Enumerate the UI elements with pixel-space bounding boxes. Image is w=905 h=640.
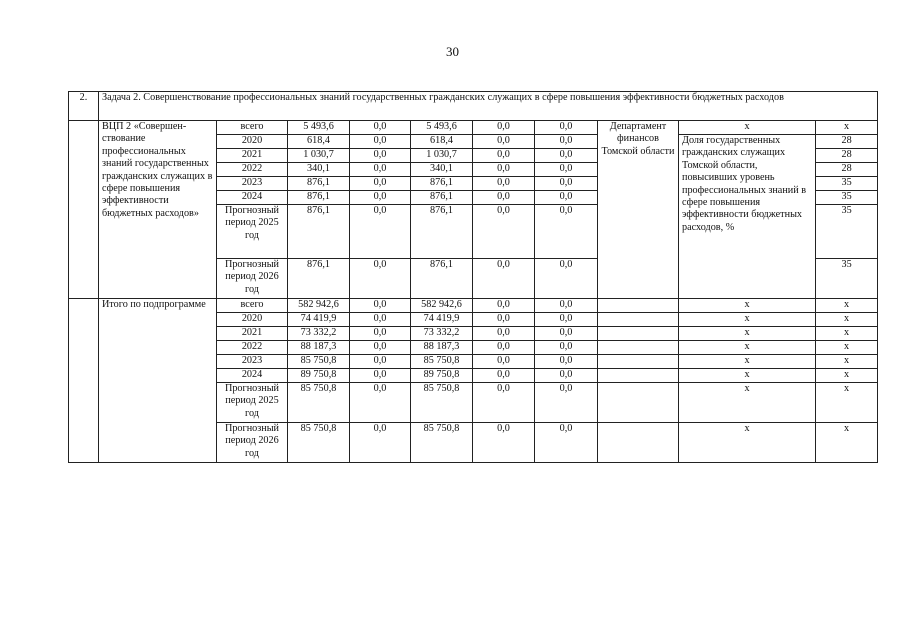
value-cell: 876,1 <box>411 205 473 259</box>
value-cell: 0,0 <box>535 163 598 177</box>
value-cell: 618,4 <box>411 135 473 149</box>
value-cell: 582 942,6 <box>288 299 350 313</box>
value-cell: 74 419,9 <box>288 313 350 327</box>
value-cell: 0,0 <box>473 313 535 327</box>
indicator-value: 35 <box>816 191 878 205</box>
indicator-value: 28 <box>816 163 878 177</box>
value-cell: 0,0 <box>350 163 411 177</box>
value-cell: 0,0 <box>535 205 598 259</box>
indicator-value: x <box>816 369 878 383</box>
task-title: Задача 2. Совершенствование профессиональных знаний государственных гражданских служащих в сфере повышения эффективности бюджетных расходов <box>99 92 878 121</box>
period-cell: всего <box>217 299 288 313</box>
value-cell: 0,0 <box>350 259 411 299</box>
period-cell: 2021 <box>217 327 288 341</box>
value-cell: 0,0 <box>473 149 535 163</box>
value-cell: 5 493,6 <box>411 121 473 135</box>
value-cell: 340,1 <box>411 163 473 177</box>
value-cell: 85 750,8 <box>288 423 350 463</box>
indicator-cell: x <box>679 313 816 327</box>
value-cell: 5 493,6 <box>288 121 350 135</box>
period-cell: 2024 <box>217 191 288 205</box>
period-cell: Прогнозный период 2026 год <box>217 423 288 463</box>
vcp-name: ВЦП 2 «Совершен-ствование профессиональных знаний государственных гражданских служащих в сфере повышения эффективности бюджетных расходов» <box>99 121 217 299</box>
value-cell: 0,0 <box>350 423 411 463</box>
value-cell: 0,0 <box>473 205 535 259</box>
value-cell: 0,0 <box>473 191 535 205</box>
indicator-cell: x <box>679 327 816 341</box>
value-cell: 73 332,2 <box>288 327 350 341</box>
value-cell: 0,0 <box>535 149 598 163</box>
value-cell: 85 750,8 <box>288 355 350 369</box>
task-row <box>69 92 878 121</box>
value-cell: 0,0 <box>473 369 535 383</box>
period-cell: 2021 <box>217 149 288 163</box>
value-cell: 340,1 <box>288 163 350 177</box>
value-cell: 0,0 <box>350 341 411 355</box>
value-cell: 0,0 <box>535 135 598 149</box>
budget-table <box>68 91 878 463</box>
table-row <box>69 121 878 135</box>
indicator-cell: x <box>679 121 816 135</box>
value-cell: 0,0 <box>350 205 411 259</box>
value-cell: 0,0 <box>350 383 411 423</box>
indicator-cell: x <box>679 299 816 313</box>
value-cell: 0,0 <box>535 383 598 423</box>
period-cell: всего <box>217 121 288 135</box>
value-cell: 0,0 <box>473 299 535 313</box>
value-cell: 0,0 <box>350 313 411 327</box>
value-cell: 876,1 <box>288 191 350 205</box>
value-cell: 74 419,9 <box>411 313 473 327</box>
value-cell: 0,0 <box>473 383 535 423</box>
indicator-value: 35 <box>816 177 878 191</box>
value-cell: 0,0 <box>350 191 411 205</box>
value-cell: 0,0 <box>473 259 535 299</box>
value-cell: 0,0 <box>350 177 411 191</box>
value-cell: 0,0 <box>473 423 535 463</box>
period-cell: 2022 <box>217 163 288 177</box>
value-cell: 0,0 <box>535 121 598 135</box>
indicator-value: 28 <box>816 135 878 149</box>
value-cell: 85 750,8 <box>288 383 350 423</box>
value-cell: 0,0 <box>473 341 535 355</box>
value-cell: 0,0 <box>473 327 535 341</box>
period-cell: 2020 <box>217 313 288 327</box>
value-cell: 0,0 <box>535 341 598 355</box>
total-name: Итого по подпрограмме <box>99 299 217 463</box>
value-cell: 618,4 <box>288 135 350 149</box>
indicator-description: Доля государственных гражданских служащих Томской области, повысивших уровень профессиональных знаний в сфере повышения эффективности бюджетных расходов, % <box>679 135 816 299</box>
period-cell: Прогнозный период 2025 год <box>217 205 288 259</box>
value-cell: 0,0 <box>535 355 598 369</box>
value-cell: 0,0 <box>350 149 411 163</box>
value-cell: 876,1 <box>288 177 350 191</box>
department-cell: Департамент финансов Томской области <box>598 121 679 299</box>
value-cell: 0,0 <box>535 327 598 341</box>
period-cell: 2023 <box>217 355 288 369</box>
value-cell: 876,1 <box>411 259 473 299</box>
indicator-value: x <box>816 313 878 327</box>
indicator-value: 35 <box>816 259 878 299</box>
value-cell: 0,0 <box>473 135 535 149</box>
value-cell: 0,0 <box>350 355 411 369</box>
indicator-value: 35 <box>816 205 878 259</box>
value-cell: 0,0 <box>473 355 535 369</box>
indicator-value: x <box>816 327 878 341</box>
value-cell: 89 750,8 <box>411 369 473 383</box>
period-cell: Прогнозный период 2026 год <box>217 259 288 299</box>
value-cell: 876,1 <box>411 191 473 205</box>
value-cell: 1 030,7 <box>411 149 473 163</box>
value-cell: 0,0 <box>535 177 598 191</box>
value-cell: 85 750,8 <box>411 423 473 463</box>
indicator-value: x <box>816 423 878 463</box>
value-cell: 0,0 <box>535 299 598 313</box>
indicator-value: 28 <box>816 149 878 163</box>
value-cell: 0,0 <box>535 313 598 327</box>
period-cell: Прогнозный период 2025 год <box>217 383 288 423</box>
indicator-value: x <box>816 121 878 135</box>
value-cell: 0,0 <box>350 327 411 341</box>
value-cell: 85 750,8 <box>411 355 473 369</box>
value-cell: 0,0 <box>473 121 535 135</box>
period-cell: 2022 <box>217 341 288 355</box>
table-row <box>69 299 878 313</box>
indicator-value: x <box>816 383 878 423</box>
indicator-cell: x <box>679 423 816 463</box>
period-cell: 2024 <box>217 369 288 383</box>
value-cell: 0,0 <box>535 259 598 299</box>
indicator-value: x <box>816 299 878 313</box>
value-cell: 0,0 <box>350 135 411 149</box>
indicator-value: x <box>816 341 878 355</box>
value-cell: 85 750,8 <box>411 383 473 423</box>
period-cell: 2020 <box>217 135 288 149</box>
value-cell: 89 750,8 <box>288 369 350 383</box>
value-cell: 876,1 <box>288 205 350 259</box>
page-number: 30 <box>446 44 459 59</box>
value-cell: 0,0 <box>350 369 411 383</box>
task-number: 2. <box>69 92 99 121</box>
indicator-value: x <box>816 355 878 369</box>
period-cell: 2023 <box>217 177 288 191</box>
value-cell: 0,0 <box>535 191 598 205</box>
value-cell: 876,1 <box>288 259 350 299</box>
value-cell: 88 187,3 <box>411 341 473 355</box>
value-cell: 0,0 <box>535 369 598 383</box>
value-cell: 0,0 <box>473 177 535 191</box>
indicator-cell: x <box>679 369 816 383</box>
value-cell: 1 030,7 <box>288 149 350 163</box>
value-cell: 0,0 <box>350 121 411 135</box>
value-cell: 582 942,6 <box>411 299 473 313</box>
value-cell: 0,0 <box>535 423 598 463</box>
value-cell: 73 332,2 <box>411 327 473 341</box>
value-cell: 0,0 <box>350 299 411 313</box>
value-cell: 88 187,3 <box>288 341 350 355</box>
value-cell: 876,1 <box>411 177 473 191</box>
indicator-cell: x <box>679 341 816 355</box>
indicator-cell: x <box>679 355 816 369</box>
indicator-cell: x <box>679 383 816 423</box>
value-cell: 0,0 <box>473 163 535 177</box>
